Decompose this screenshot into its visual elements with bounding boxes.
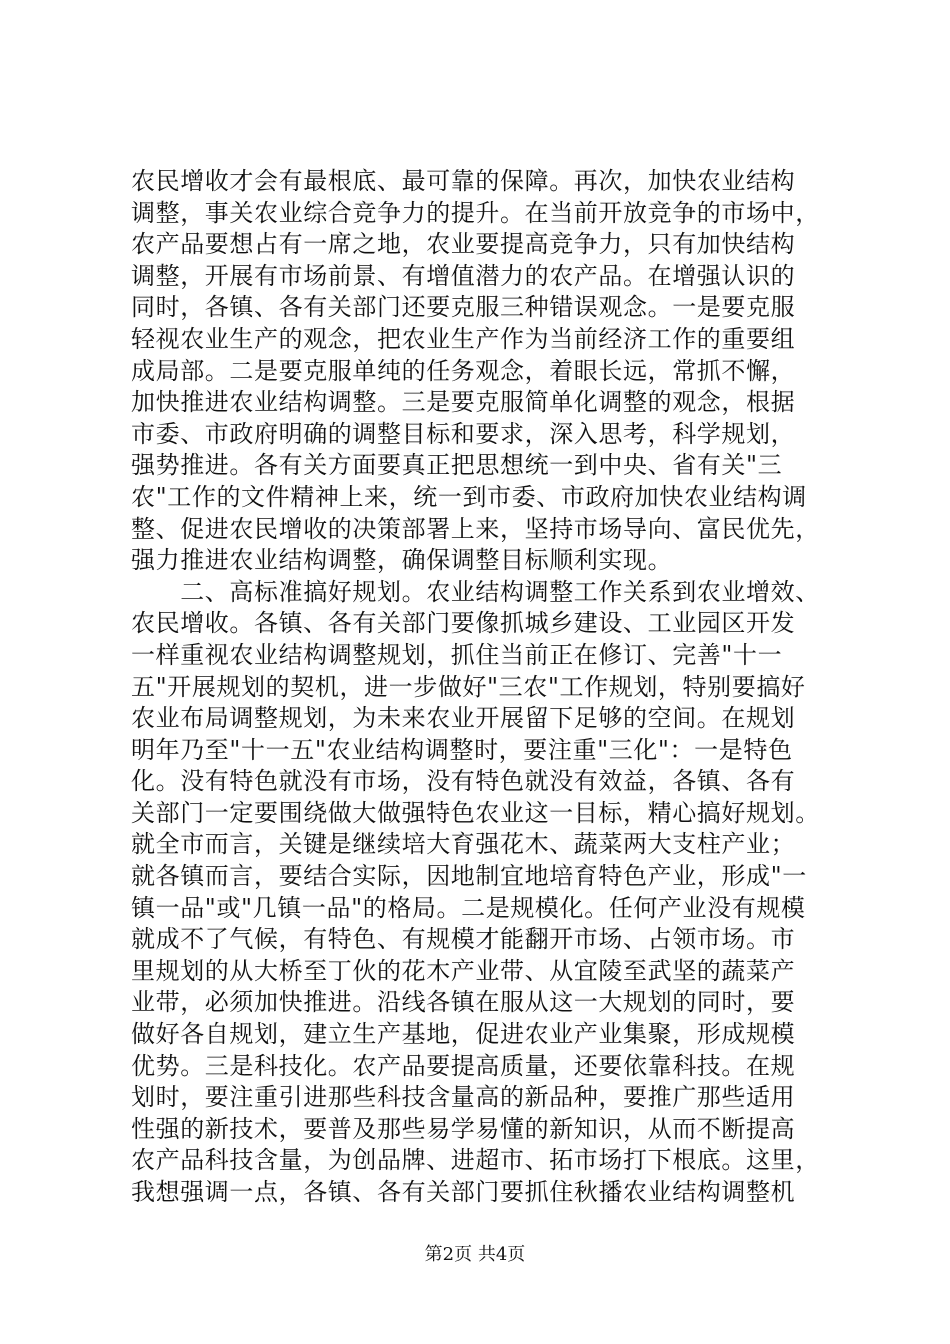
text-line: 就成不了气候，有特色、有规模才能翻开市场、占领市场。市 xyxy=(131,925,796,954)
text-line: 镇一品"或"几镇一品"的格局。二是规模化。任何产业没有规模 xyxy=(131,893,806,922)
text-line: 就全市而言，关键是继续培大育强花木、蔬菜两大支柱产业； xyxy=(131,830,796,859)
text-line: 二、高标准搞好规划。农业结构调整工作关系到农业增效、 xyxy=(131,577,820,606)
text-line: 市委、市政府明确的调整目标和要求，深入思考，科学规划， xyxy=(131,419,796,448)
text-line: 加快推进农业结构调整。三是要克服简单化调整的观念，根据 xyxy=(131,388,796,417)
text-line: 农民增收才会有最根底、最可靠的保障。再次，加快农业结构 xyxy=(131,167,796,195)
text-line: 就各镇而言，要结合实际，因地制宜地培育特色产业，形成"一 xyxy=(131,862,807,891)
text-line: 业带，必须加快推进。沿线各镇在服从这一大规划的同时，要 xyxy=(131,988,796,1017)
text-line: 农产品科技含量，为创品牌、进超市、拓市场打下根底。这里， xyxy=(131,1146,820,1175)
text-line: 轻视农业生产的观念，把农业生产作为当前经济工作的重要组 xyxy=(131,324,796,353)
text-line: 农民增收。各镇、各有关部门要像抓城乡建设、工业园区开发 xyxy=(131,609,796,638)
document-body xyxy=(131,166,831,1209)
text-line: 农产品要想占有一席之地，农业要提高竞争力，只有加快结构 xyxy=(131,230,796,259)
text-line: 成局部。二是要克服单纯的任务观念，着眼长远，常抓不懈， xyxy=(131,356,796,385)
text-line: 调整，事关农业综合竞争力的提升。在当前开放竞争的市场中， xyxy=(131,198,820,227)
page-footer: 第2页 共4页 xyxy=(424,1244,526,1265)
text-line: 里规划的从大桥至丁伙的花木产业带、从宜陵至武坚的蔬菜产 xyxy=(131,956,796,985)
text-line: 我想强调一点，各镇、各有关部门要抓住秋播农业结构调整机 xyxy=(131,1178,796,1206)
text-line: 关部门一定要围绕做大做强特色农业这一目标，精心搞好规划。 xyxy=(131,798,820,827)
text-line: 划时，要注重引进那些科技含量高的新品种，要推广那些适用 xyxy=(131,1083,796,1112)
text-line: 化。没有特色就没有市场，没有特色就没有效益，各镇、各有 xyxy=(131,767,796,796)
text-line: 优势。三是科技化。农产品要提高质量，还要依靠科技。在规 xyxy=(131,1051,796,1080)
text-line: 一样重视农业结构调整规划，抓住当前正在修订、完善"十一 xyxy=(131,640,783,669)
text-line: 调整，开展有市场前景、有增值潜力的农产品。在增强认识的 xyxy=(131,261,796,290)
text-line: 农"工作的文件精神上来，统一到市委、市政府加快农业结构调 xyxy=(131,482,807,511)
text-line: 整、促进农民增收的决策部署上来，坚持市场导向、富民优先， xyxy=(131,514,820,543)
text-line: 同时，各镇、各有关部门还要克服三种错误观念。一是要克服 xyxy=(131,293,796,322)
text-line: 明年乃至"十一五"农业结构调整时，要注重"三化"：一是特色 xyxy=(131,735,793,764)
text-line: 农业布局调整规划，为未来农业开展留下足够的空间。在规划 xyxy=(131,704,796,733)
text-line: 做好各自规划，建立生产基地，促进农业产业集聚，形成规模 xyxy=(131,1020,796,1049)
text-line: 性强的新技术，要普及那些易学易懂的新知识，从而不断提高 xyxy=(131,1114,796,1143)
text-line: 强力推进农业结构调整，确保调整目标顺利实现。 xyxy=(131,546,673,575)
text-line: 五"开展规划的契机，进一步做好"三农"工作规划，特别要搞好 xyxy=(131,672,806,701)
text-line: 强势推进。各有关方面要真正把思想统一到中央、省有关"三 xyxy=(131,451,783,480)
